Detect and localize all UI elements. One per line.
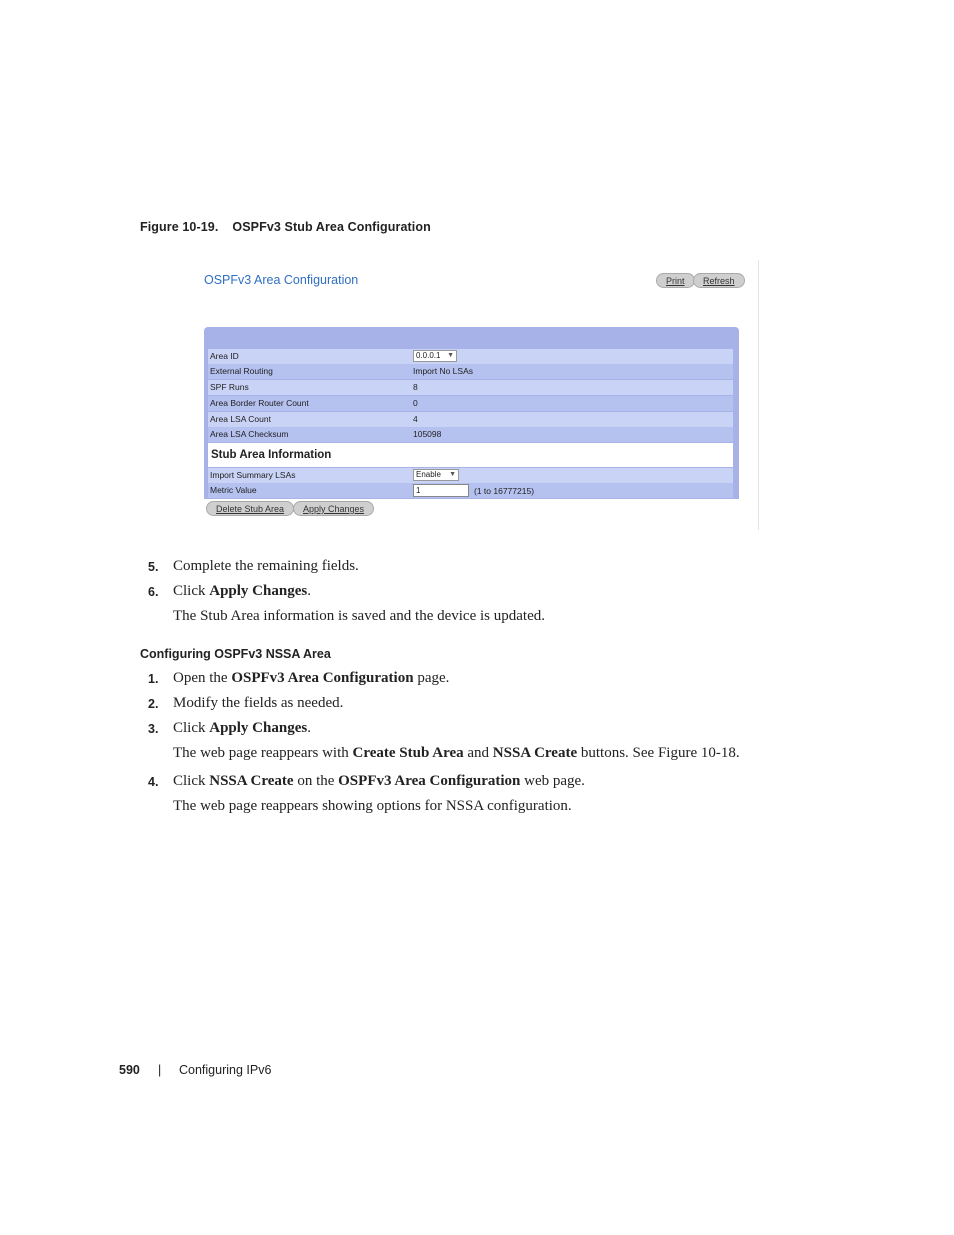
step-text — [173, 720, 311, 737]
step-note — [173, 745, 740, 762]
step-text-bold: OSPFv3 Area Configuration — [231, 670, 414, 686]
step-text — [173, 670, 449, 687]
figure-title: OSPFv3 Stub Area Configuration — [232, 220, 431, 234]
metric-range-hint: (1 to 16777215) — [474, 486, 535, 496]
note-bold: Create Stub Area — [352, 745, 464, 761]
value-external-routing: Import No LSAs — [413, 366, 473, 376]
stub-area-heading-text: Stub Area Information — [211, 449, 332, 461]
step-text — [173, 773, 585, 790]
footer-separator: | — [158, 1063, 162, 1077]
label-import-summary: Import Summary LSAs — [210, 470, 296, 480]
value-lsa-checksum: 105098 — [413, 429, 442, 439]
metric-value-text: 1 — [416, 486, 421, 495]
label-area-id: Area ID — [210, 351, 239, 361]
step-text-part: . — [307, 720, 311, 736]
area-id-value: 0.0.0.1 — [416, 351, 441, 360]
label-abr-count: Area Border Router Count — [210, 398, 309, 408]
row-spf-runs — [208, 380, 733, 395]
chevron-down-icon: ▼ — [449, 471, 456, 478]
step-number: 1. — [148, 672, 159, 686]
step-text-bold: NSSA Create — [209, 773, 294, 789]
row-metric-value — [208, 483, 733, 498]
step-text-part: Click — [173, 583, 210, 599]
print-button[interactable]: Print — [656, 273, 695, 288]
label-external-routing: External Routing — [210, 366, 273, 376]
area-details-panel — [204, 327, 739, 499]
step-text-bold: Apply Changes — [209, 720, 308, 736]
row-lsa-count — [208, 412, 733, 427]
value-spf-runs: 8 — [413, 382, 418, 392]
section-heading: Configuring OSPFv3 NSSA Area — [140, 647, 331, 661]
row-external-routing — [208, 364, 733, 379]
ospfv3-area-configuration-screenshot — [200, 260, 759, 530]
note-part: and — [463, 745, 493, 761]
import-summary-value: Enable — [416, 470, 441, 479]
delete-stub-area-button[interactable]: Delete Stub Area — [206, 501, 294, 516]
step-note: The web page reappears showing options for NSSA configuration. — [173, 798, 572, 814]
step-note: The Stub Area information is saved and the device is updated. — [173, 608, 545, 624]
step-number: 6. — [148, 585, 159, 599]
step-text — [173, 583, 311, 600]
area-id-select[interactable] — [413, 350, 457, 362]
step-number: 2. — [148, 697, 159, 711]
row-area-id — [208, 349, 733, 364]
label-spf-runs: SPF Runs — [210, 382, 249, 392]
row-lsa-checksum — [208, 427, 733, 442]
label-lsa-count: Area LSA Count — [210, 414, 271, 424]
row-import-summary — [208, 468, 733, 483]
page-number: 590 — [119, 1063, 140, 1077]
note-part: The web page reappears with — [173, 745, 353, 761]
step-text-part: Click — [173, 773, 210, 789]
value-abr-count: 0 — [413, 398, 418, 408]
label-metric-value: Metric Value — [210, 485, 257, 495]
step-text-bold: OSPFv3 Area Configuration — [338, 773, 521, 789]
stub-area-heading — [208, 443, 733, 467]
screenshot-page-title: OSPFv3 Area Configuration — [204, 273, 359, 287]
step-text: Modify the fields as needed. — [173, 695, 344, 711]
value-lsa-count: 4 — [413, 414, 418, 424]
footer-chapter: Configuring IPv6 — [179, 1063, 272, 1077]
row-abr-count — [208, 396, 733, 411]
step-text-part: . — [307, 583, 311, 599]
step-number: 5. — [148, 560, 159, 574]
step-text-part: page. — [413, 670, 450, 686]
step-number: 4. — [148, 775, 159, 789]
apply-changes-button[interactable]: Apply Changes — [293, 501, 374, 516]
step-text-part: web page. — [520, 773, 585, 789]
figure-caption — [140, 220, 431, 234]
label-lsa-checksum: Area LSA Checksum — [210, 429, 289, 439]
import-summary-select[interactable] — [413, 469, 459, 481]
chevron-down-icon: ▼ — [447, 352, 454, 359]
figure-number: Figure 10-19. — [140, 220, 219, 234]
step-text-part: on the — [293, 773, 339, 789]
step-text-bold: Apply Changes — [209, 583, 308, 599]
metric-value-input[interactable] — [413, 484, 469, 497]
refresh-button[interactable]: Refresh — [693, 273, 745, 288]
step-text: Complete the remaining fields. — [173, 558, 359, 574]
note-bold: NSSA Create — [492, 745, 578, 761]
step-text-part: Click — [173, 720, 210, 736]
note-part: buttons. See Figure 10-18. — [577, 745, 740, 761]
step-text-part: Open the — [173, 670, 232, 686]
step-number: 3. — [148, 722, 159, 736]
